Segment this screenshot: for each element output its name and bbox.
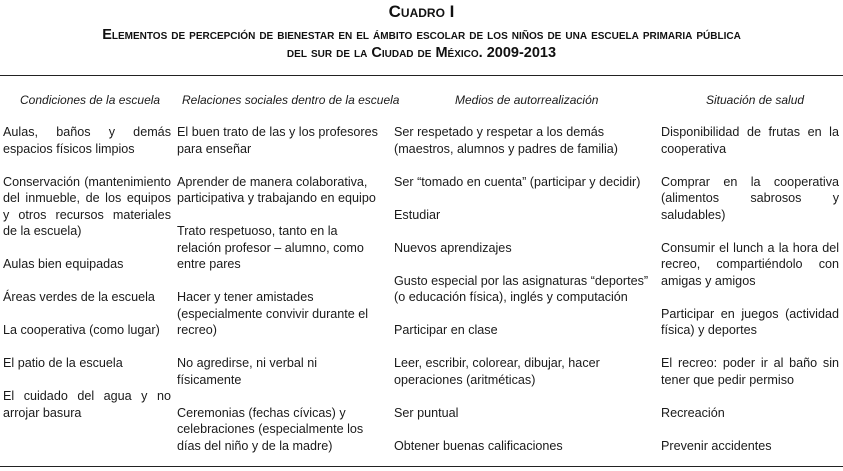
table-cell: Ceremonias (fechas cívicas) y celebraciones (especialmente los días del niño y de la madre) xyxy=(177,405,364,453)
table-cell: Trato respetuoso, tanto en la relación profesor – alumno, como entre pares xyxy=(177,224,364,271)
table-cell: Áreas verdes de la escuela xyxy=(3,290,155,304)
table-cell: Gusto especial por las asignaturas “deportes” (o educación física), inglés y computación xyxy=(394,273,649,304)
column-condiciones xyxy=(3,124,171,438)
table-cell: Participar en juegos (actividad física) y deportes xyxy=(661,306,839,337)
table-cell: Aulas bien equipadas xyxy=(3,257,124,271)
column-salud xyxy=(661,124,839,471)
top-rule xyxy=(0,75,843,76)
table-cell: Ser puntual xyxy=(394,405,459,420)
column-medios xyxy=(394,124,656,471)
table-title-line-2: del sur de la Ciudad de México. 2009-2013 xyxy=(286,45,557,61)
header-relaciones: Relaciones sociales dentro de la escuela xyxy=(182,93,400,107)
header-medios: Medios de autorrealización xyxy=(455,93,599,107)
table-cell: El buen trato de las y los profesores para enseñar xyxy=(177,125,378,156)
table-cell: Prevenir accidentes xyxy=(661,438,772,453)
table-cell: La cooperativa (como lugar) xyxy=(3,323,160,337)
table-cell: Aprender de manera colaborativa, participativa y trabajando en equipo xyxy=(177,174,376,205)
table-cell: Hacer y tener amistades (especialmente convivir durante el recreo) xyxy=(177,290,369,337)
table-title-line-1: Elementos de percepción de bienestar en el ámbito escolar de los niños de una escuela primaria pública xyxy=(102,27,741,43)
table-cell: Estudiar xyxy=(394,207,441,222)
bottom-rule xyxy=(0,466,843,467)
table-cell: El cuidado del agua y no arrojar basura xyxy=(3,389,171,420)
table-cell: Comprar en la cooperativa (alimentos sabrosos y saludables) xyxy=(661,174,839,222)
table-cell: Obtener buenas calificaciones xyxy=(394,438,563,453)
table-cell: Nuevos aprendizajes xyxy=(394,240,512,255)
table-label: Cuadro I xyxy=(388,2,455,21)
header-salud: Situación de salud xyxy=(706,93,805,107)
table-cell: Participar en clase xyxy=(394,323,498,337)
table-cell: El recreo: poder ir al baño sin tener que pedir permiso xyxy=(661,356,839,387)
table-cell: Conservación (mantenimiento del inmueble, de los equipos y otros recursos materiales de la escuela) xyxy=(3,174,171,238)
table-cell: El patio de la escuela xyxy=(3,356,123,370)
table-cell: Disponibilidad de frutas en la cooperativa xyxy=(661,125,839,156)
table-cell: Ser respetado y respetar a los demás (maestros, alumnos y padres de familia) xyxy=(394,125,618,156)
column-relaciones xyxy=(177,124,383,471)
table-cell: Aulas, baños y demás espacios físicos limpios xyxy=(3,125,171,156)
table-cell: Recreación xyxy=(661,405,725,420)
table-cell: No agredirse, ni verbal ni físicamente xyxy=(177,356,318,387)
header-condiciones: Condiciones de la escuela xyxy=(20,93,161,107)
table-cell: Ser “tomado en cuenta” (participar y decidir) xyxy=(394,174,641,189)
table-cell: Consumir el lunch a la hora del recreo, compartiéndolo con amigas y amigos xyxy=(661,240,839,288)
table-cell: Leer, escribir, colorear, dibujar, hacer operaciones (aritméticas) xyxy=(394,356,600,387)
